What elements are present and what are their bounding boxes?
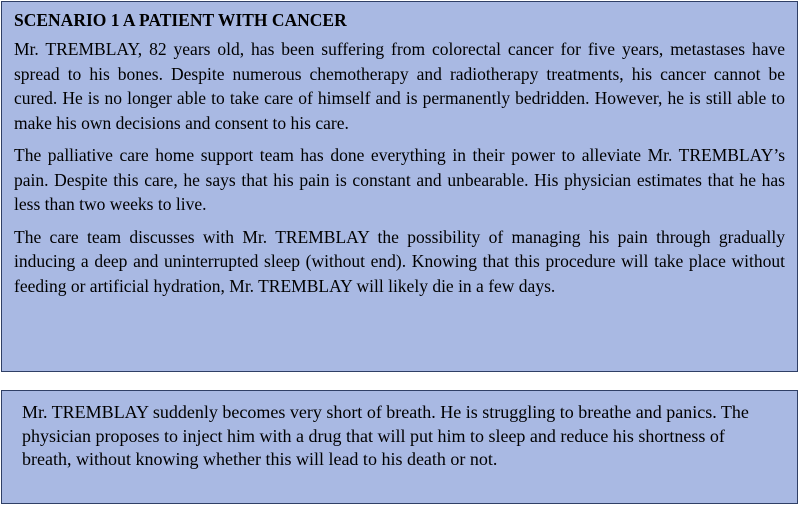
scenario-box — [1, 1, 798, 372]
scenario-paragraph-2: The palliative care home support team has done everything in their power to alleviate Mr. TREMBLAY’s pain. Despite this care, he says that his pain is constant and unbearable. His physician estimates that he has less than two weeks to live. — [14, 145, 785, 214]
scenario-title: SCENARIO 1 A PATIENT WITH CANCER — [14, 10, 347, 30]
followup-paragraph: Mr. TREMBLAY suddenly becomes very short of breath. He is struggling to breathe and panics. The physician proposes to inject him with a drug that will put him to sleep and reduce his shortness of breath, without knowing whether this will lead to his death or not. — [22, 402, 749, 469]
scenario-paragraph-1: Mr. TREMBLAY, 82 years old, has been suffering from colorectal cancer for five years, metastases have spread to his bones. Despite numerous chemotherapy and radiotherapy treatments, his cancer cannot be cured. He is no longer able to take care of himself and is permanently bedridden. However, he is still able to make his own decisions and consent to his care. — [14, 39, 785, 133]
scenario-paragraph-3: The care team discusses with Mr. TREMBLAY the possibility of managing his pain through gradually inducing a deep and uninterrupted sleep (without end). Knowing that this procedure will take place without feeding or artificial hydration, Mr. TREMBLAY will likely die in a few days. — [14, 226, 785, 296]
followup-box — [1, 390, 798, 504]
